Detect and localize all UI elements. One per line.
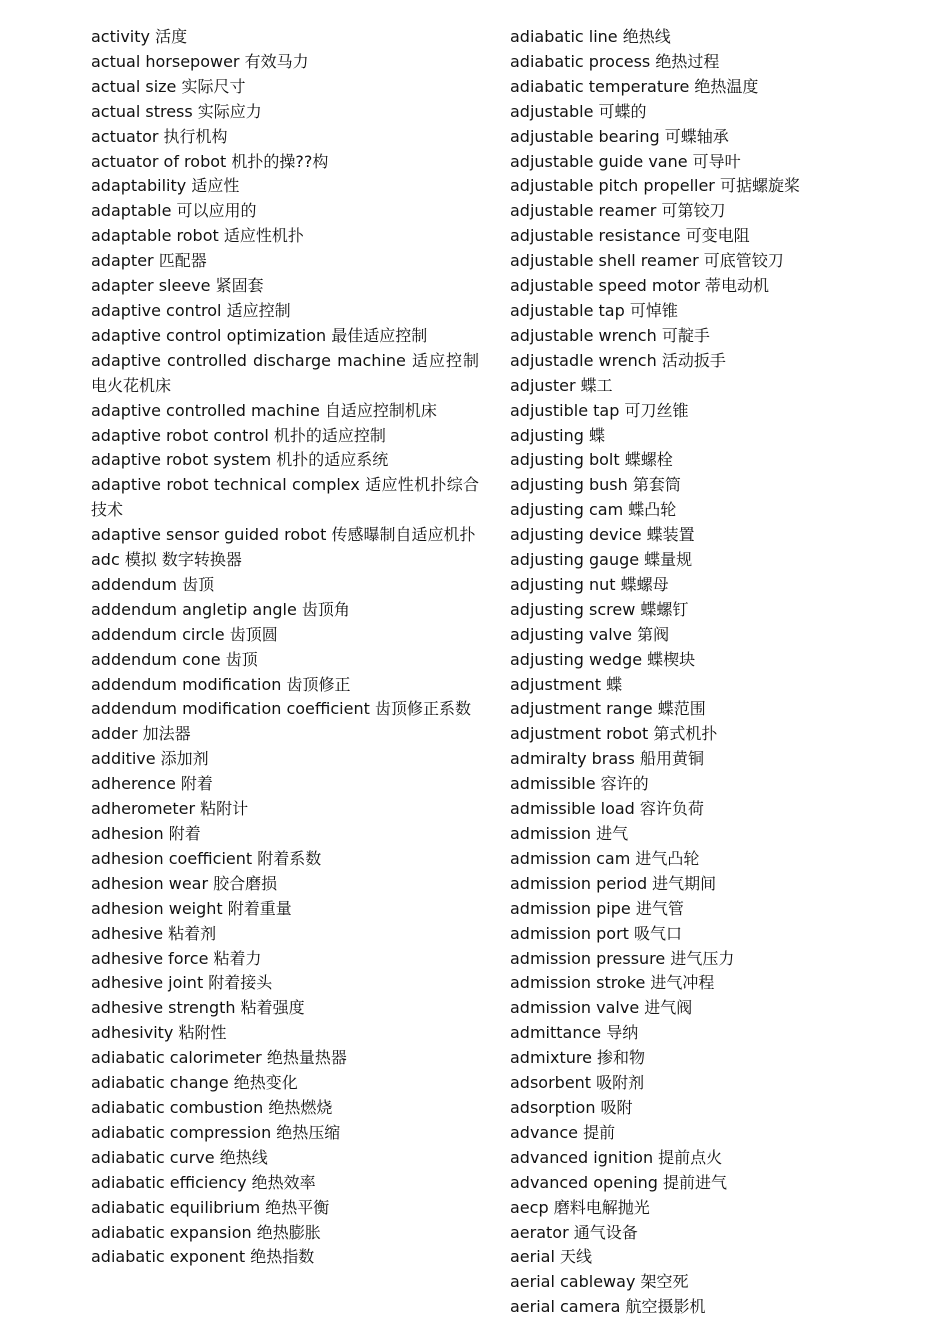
glossary-entry: adhesive force 粘着力 [91, 948, 262, 968]
glossary-entry: adherometer 粘附计 [91, 799, 249, 819]
glossary-entry: adjusting nut 蝶螺母 [510, 574, 669, 594]
glossary-entry: aerial cableway 架空死 [510, 1272, 689, 1292]
glossary-entry: adjuster 蝶工 [510, 375, 613, 395]
glossary-entry: adhesion coefficient 附着系数 [91, 848, 322, 868]
glossary-entry: adaptive robot system 机扑的适应系统 [91, 450, 389, 470]
glossary-entry: adjustable guide vane 可导叶 [510, 151, 741, 171]
glossary-entry: addendum modification coefficient 齿顶修正系数 [91, 699, 471, 719]
glossary-entry: aerial 天线 [510, 1247, 593, 1267]
glossary-entry: adc 模拟 数字转换器 [91, 550, 242, 570]
glossary-entry: actual horsepower 有效马力 [91, 51, 309, 71]
glossary-entry: addendum circle 齿顶圆 [91, 624, 278, 644]
glossary-entry: adiabatic equilibrium 绝热平衡 [91, 1197, 330, 1217]
glossary-entry: adaptive robot technical complex 适应性机扑综合技术 [91, 475, 479, 520]
glossary-entry: aerator 通气设备 [510, 1222, 638, 1242]
glossary-entry: adjustable resistance 可变电阻 [510, 226, 750, 246]
glossary-entry: adjustable 可蝶的 [510, 101, 647, 121]
glossary-entry: adjustible tap 可刀丝锥 [510, 400, 689, 420]
glossary-entry: admixture 掺和物 [510, 1048, 646, 1068]
glossary-entry: adiabatic expansion 绝热膨胀 [91, 1222, 321, 1242]
glossary-entry: admiralty brass 船用黄铜 [510, 749, 704, 769]
glossary-entry: admittance 导纳 [510, 1023, 639, 1043]
glossary-entry: admission period 进气期间 [510, 873, 717, 893]
glossary-entry: adjusting bush 第套筒 [510, 475, 681, 495]
glossary-entry: adaptive control optimization 最佳适应控制 [91, 325, 428, 345]
glossary-entry: adapter sleeve 紧固套 [91, 276, 264, 296]
glossary-entry: adiabatic calorimeter 绝热量热器 [91, 1048, 347, 1068]
glossary-entry: adjustadle wrench 活动扳手 [510, 350, 726, 370]
glossary-entry: adhesion 附着 [91, 824, 201, 843]
glossary-entry: adaptive robot control 机扑的适应控制 [91, 425, 386, 445]
glossary-entry: admissible 容许的 [510, 774, 649, 794]
glossary-entry: adsorption 吸附 [510, 1097, 633, 1117]
glossary-entry: addendum modification 齿顶修正 [91, 674, 351, 694]
glossary-entry: admission 进气 [510, 824, 629, 843]
glossary-entry: adiabatic compression 绝热压缩 [91, 1122, 341, 1142]
glossary-entry: addendum 齿顶 [91, 574, 215, 594]
glossary-entry: adapter 匹配器 [91, 251, 207, 271]
glossary-entry: actuator of robot 机扑的操??构 [91, 151, 329, 171]
glossary-entry: adjustable pitch propeller 可掂螺旋桨 [510, 176, 800, 196]
glossary-entry: adhesion weight 附着重量 [91, 898, 292, 918]
glossary-entry: adaptable robot 适应性机扑 [91, 226, 304, 246]
glossary-entry: adiabatic temperature 绝热温度 [510, 76, 759, 96]
glossary-entry: adiabatic change 绝热变化 [91, 1073, 298, 1093]
glossary-entry: admission cam 进气凸轮 [510, 848, 700, 868]
glossary-entry: adjusting gauge 蝶量规 [510, 550, 693, 570]
glossary-entry: addendum cone 齿顶 [91, 649, 258, 669]
glossary-entry: adjusting device 蝶装置 [510, 525, 695, 545]
glossary-entry: advanced opening 提前进气 [510, 1172, 728, 1192]
glossary-entry: admission valve 进气阀 [510, 998, 693, 1018]
glossary-entry: adherence 附着 [91, 774, 213, 794]
glossary-entry: adaptable 可以应用的 [91, 201, 257, 221]
glossary-entry: adjustable wrench 可靛手 [510, 325, 710, 345]
glossary-entry: adaptability 适应性 [91, 176, 240, 196]
glossary-entry: adiabatic combustion 绝热燃烧 [91, 1097, 333, 1117]
glossary-entry: adhesion wear 胶合磨损 [91, 873, 278, 893]
glossary-entry: aerial camera 航空摄影机 [510, 1297, 706, 1317]
glossary-entry: adaptive control 适应控制 [91, 300, 291, 320]
glossary-entry: adjustment robot 第式机扑 [510, 724, 718, 744]
glossary-entry: admission port 吸气口 [510, 923, 683, 943]
glossary-entry: adhesivity 粘附性 [91, 1023, 227, 1043]
glossary-entry: admission pipe 进气管 [510, 898, 684, 918]
glossary-entry: adiabatic efficiency 绝热效率 [91, 1172, 316, 1192]
glossary-entry: adjusting screw 蝶螺钉 [510, 599, 689, 619]
glossary-entry: adiabatic curve 绝热线 [91, 1147, 268, 1167]
glossary-entry: adjustable reamer 可第铰刀 [510, 201, 726, 221]
glossary-entry: additive 添加剂 [91, 749, 209, 769]
glossary-entry: adder 加法器 [91, 724, 191, 744]
glossary-entry: adhesive strength 粘着强度 [91, 998, 305, 1018]
glossary-entry: adiabatic line 绝热线 [510, 27, 671, 46]
glossary-entry: adaptive sensor guided robot 传感曝制自适应机扑 [91, 525, 476, 545]
glossary-entry: adaptive controlled discharge machine 适应控制电火花机床 [91, 350, 479, 395]
glossary-entry: activity 活度 [91, 27, 188, 46]
glossary-entry: admission pressure 进气压力 [510, 948, 735, 968]
glossary-entry: actuator 执行机构 [91, 126, 228, 146]
glossary-entry: actual size 实际尺寸 [91, 76, 246, 96]
glossary-entry: aecp 磨料电解抛光 [510, 1197, 650, 1217]
glossary-entry: advance 提前 [510, 1122, 616, 1142]
glossary-column-right [510, 25, 930, 1320]
glossary-entry: adjustable speed motor 蒂电动机 [510, 276, 770, 296]
glossary-entry: adjusting bolt 蝶螺栓 [510, 450, 673, 470]
glossary-entry: addendum angletip angle 齿顶角 [91, 599, 350, 619]
glossary-entry: admission stroke 进气冲程 [510, 973, 715, 993]
glossary-entry: admissible load 容许负荷 [510, 799, 704, 819]
glossary-entry: adjustment range 蝶范围 [510, 699, 706, 719]
glossary-entry: adhesive joint 附着接头 [91, 973, 273, 993]
glossary-entry: adaptive controlled machine 自适应控制机床 [91, 400, 437, 420]
glossary-entry: adjustable tap 可悼锥 [510, 300, 678, 320]
glossary-entry: adjustable bearing 可蝶轴承 [510, 126, 729, 146]
glossary-entry: adhesive 粘着剂 [91, 923, 217, 943]
glossary-entry: actual stress 实际应力 [91, 101, 262, 121]
glossary-entry: adjusting valve 第阀 [510, 624, 670, 644]
glossary-entry: adjusting cam 蝶凸轮 [510, 500, 677, 520]
glossary-entry: adjusting 蝶 [510, 425, 605, 445]
glossary-entry: adjustable shell reamer 可底管铰刀 [510, 251, 784, 271]
glossary-entry: adiabatic exponent 绝热指数 [91, 1247, 315, 1267]
glossary-entry: adjusting wedge 蝶楔块 [510, 649, 696, 669]
glossary-entry: adsorbent 吸附剂 [510, 1073, 645, 1093]
glossary-entry: advanced ignition 提前点火 [510, 1147, 723, 1167]
glossary-entry: adiabatic process 绝热过程 [510, 51, 720, 71]
glossary-column-left [91, 25, 479, 1270]
glossary-entry: adjustment 蝶 [510, 674, 623, 694]
